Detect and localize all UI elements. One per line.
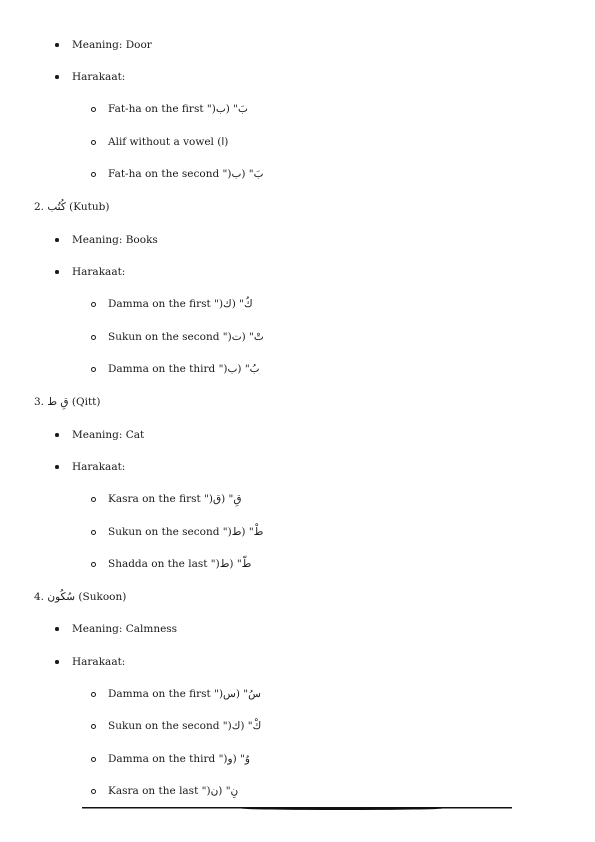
list-item: Harakaat: — [72, 656, 126, 668]
list-item: Meaning: Books — [72, 234, 158, 246]
list-item: Harakaat: — [72, 266, 126, 278]
section-heading: 4. سُكُون (Sukoon) — [34, 591, 127, 603]
list-item: Kasra on the first ")قِ" (ق — [108, 493, 242, 505]
list-item: Damma on the first ")سُ" (س — [108, 688, 261, 700]
list-item: Sukun on the second ")كْ" (ك — [108, 720, 262, 732]
list-item: Fat-ha on the first ")بَ" (ب — [108, 103, 248, 115]
list-item: Harakaat: — [72, 461, 126, 473]
list-item: Fat-ha on the second ")بَ" (ب — [108, 168, 264, 180]
section-heading: 2. كُتُب (Kutub) — [34, 201, 110, 213]
list-item: Meaning: Cat — [72, 429, 145, 441]
list-item: Damma on the third ")بُ" (ب — [108, 363, 260, 375]
list-item: Meaning: Calmness — [72, 623, 178, 635]
list-item: Meaning: Door — [72, 39, 152, 51]
list-item: Shadda on the last ")طّ" (ط — [108, 558, 252, 570]
list-item: Kasra on the last ")نِ" (ن — [108, 785, 239, 797]
list-item: Damma on the third ")وُ" (و — [108, 753, 250, 765]
footer-divider — [82, 806, 512, 810]
list-item: Damma on the first ")كُ" (ك — [108, 298, 253, 310]
list-item: Sukun on the second ")طْ" (ط — [108, 526, 264, 538]
list-item: Harakaat: — [72, 71, 126, 83]
list-item: Sukun on the second ")تْ" (ت — [108, 331, 264, 343]
section-heading: 3. قِ ط (Qitt) — [34, 396, 101, 408]
list-item: Alif without a vowel (ا) — [108, 136, 229, 148]
